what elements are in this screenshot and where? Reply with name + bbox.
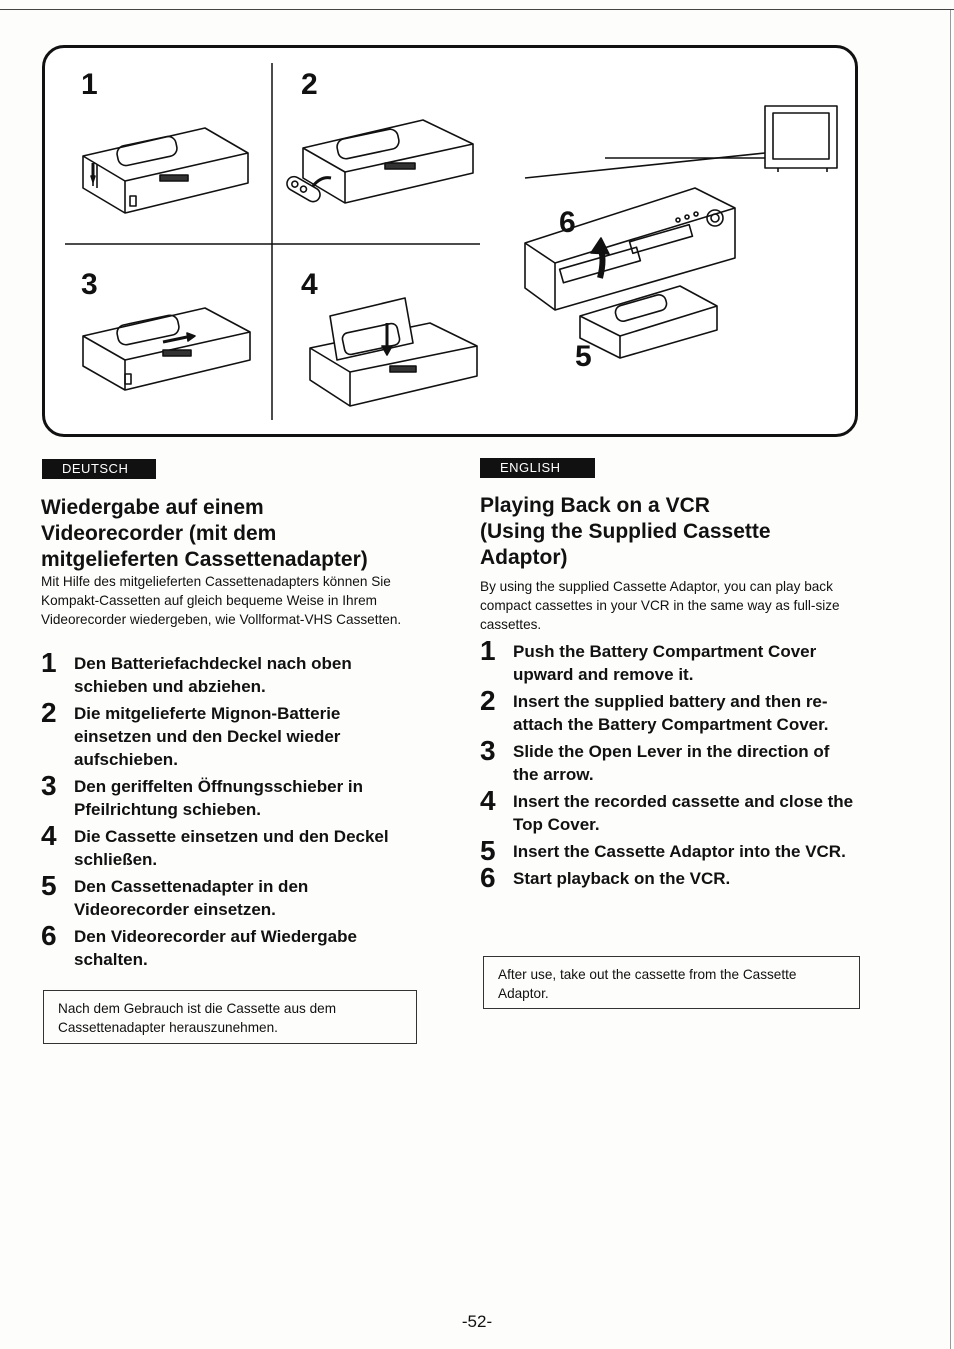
step-text: Push the Battery Compartment Cover upward and remove it.: [513, 642, 817, 684]
step-number: 3: [41, 770, 57, 801]
english-title-line-2: (Using the Supplied Cassette: [480, 520, 771, 543]
vcr-drawing: [525, 188, 735, 310]
step-number: 3: [480, 735, 496, 766]
step-number: 5: [41, 870, 57, 901]
deutsch-title-line-1: Wiedergabe auf einem: [41, 496, 264, 519]
adaptor-step4-drawing: [310, 298, 477, 406]
deutsch-title-line-3: mitgelieferten Cassettenadapter): [41, 548, 368, 571]
panel-number-1: 1: [81, 68, 98, 101]
page-number: -52-: [461, 1312, 493, 1331]
english-title-line-3: Adaptor): [480, 546, 568, 569]
step-number: 2: [480, 685, 496, 716]
deutsch-step: [41, 820, 401, 871]
step-text: Insert the recorded cassette and close the Top Cover.: [513, 792, 854, 834]
english-step: [480, 862, 855, 893]
step-text: Slide the Open Lever in the direction of the arrow.: [513, 742, 830, 784]
illustration-frame: [42, 45, 858, 437]
english-tab-label: ENGLISH: [500, 460, 561, 475]
step-text: Den Videorecorder auf Wiedergabe schalten.: [74, 927, 357, 969]
step-text: Insert the Cassette Adaptor into the VCR.: [513, 842, 846, 861]
step-text: Die Cassette einsetzen und den Deckel schließen.: [74, 827, 389, 869]
right-rule: [950, 10, 951, 1349]
deutsch-title-line-2: Videorecorder (mit dem: [41, 522, 277, 545]
deutsch-language-tab: [42, 459, 156, 479]
english-title-line-1: Playing Back on a VCR: [480, 494, 710, 517]
deutsch-steps-list: [41, 647, 401, 975]
english-intro: By using the supplied Cassette Adaptor, you can play back compact cassettes in your VCR in the same way as full-size cassettes.: [480, 579, 840, 632]
tv-drawing: [765, 106, 837, 172]
adaptor-step3-drawing: [83, 308, 250, 390]
deutsch-note-text: Nach dem Gebrauch ist die Cassette aus dem Cassettenadapter herauszunehmen.: [58, 1001, 337, 1035]
english-step: [480, 835, 855, 866]
deutsch-tab-label: DEUTSCH: [62, 461, 129, 476]
english-note-text: After use, take out the cassette from the Cassette Adaptor.: [498, 967, 797, 1001]
english-language-tab: [480, 458, 595, 478]
panel-number-4: 4: [301, 268, 318, 301]
deutsch-note-box: [43, 990, 417, 1044]
deutsch-step: [41, 770, 401, 821]
panel-number-5: 5: [575, 340, 592, 373]
step-text: Den geriffelten Öffnungsschieber in Pfeilrichtung schieben.: [74, 777, 364, 819]
panel-number-3: 3: [81, 268, 98, 301]
step-number: 6: [480, 862, 496, 893]
step-text: Insert the supplied battery and then re-attach the Battery Compartment Cover.: [513, 692, 829, 734]
english-steps-list: [480, 635, 855, 894]
step-text: Start playback on the VCR.: [513, 869, 731, 888]
top-rule: [0, 9, 954, 10]
adaptor-step2-drawing: [284, 120, 473, 204]
english-note-box: [483, 956, 860, 1009]
step-number: 2: [41, 697, 57, 728]
deutsch-intro: Mit Hilfe des mitgelieferten Cassettenadapters können Sie Kompakt-Cassetten auf gleich bequeme Weise in Ihrem Videorecorder wiedergeben, wie Vollformat-VHS Cassetten.: [41, 574, 402, 627]
step-number: 4: [480, 785, 496, 816]
english-step: [480, 635, 855, 686]
step-text: Den Batteriefachdeckel nach oben schieben und abziehen.: [74, 654, 352, 696]
english-title: [480, 493, 880, 571]
step-number: 4: [41, 820, 57, 851]
step-text: Den Cassettenadapter in den Videorecorder einsetzen.: [74, 877, 309, 919]
deutsch-step: [41, 647, 401, 698]
deutsch-step: [41, 920, 401, 971]
deutsch-step: [41, 870, 401, 921]
illustration-drawing: [45, 48, 855, 434]
english-step: [480, 735, 855, 786]
step-number: 1: [480, 635, 496, 666]
panel-number-2: 2: [301, 68, 318, 101]
step-text: Die mitgelieferte Mignon-Batterie einsetzen und den Deckel wieder aufschieben.: [74, 704, 341, 769]
step-number: 1: [41, 647, 57, 678]
english-step: [480, 685, 855, 736]
step-number: 5: [480, 835, 496, 866]
deutsch-title: [41, 495, 441, 573]
step-number: 6: [41, 920, 57, 951]
panel-number-6: 6: [559, 206, 576, 239]
deutsch-step: [41, 697, 401, 771]
english-step: [480, 785, 855, 836]
adaptor-step1-drawing: [83, 128, 248, 213]
